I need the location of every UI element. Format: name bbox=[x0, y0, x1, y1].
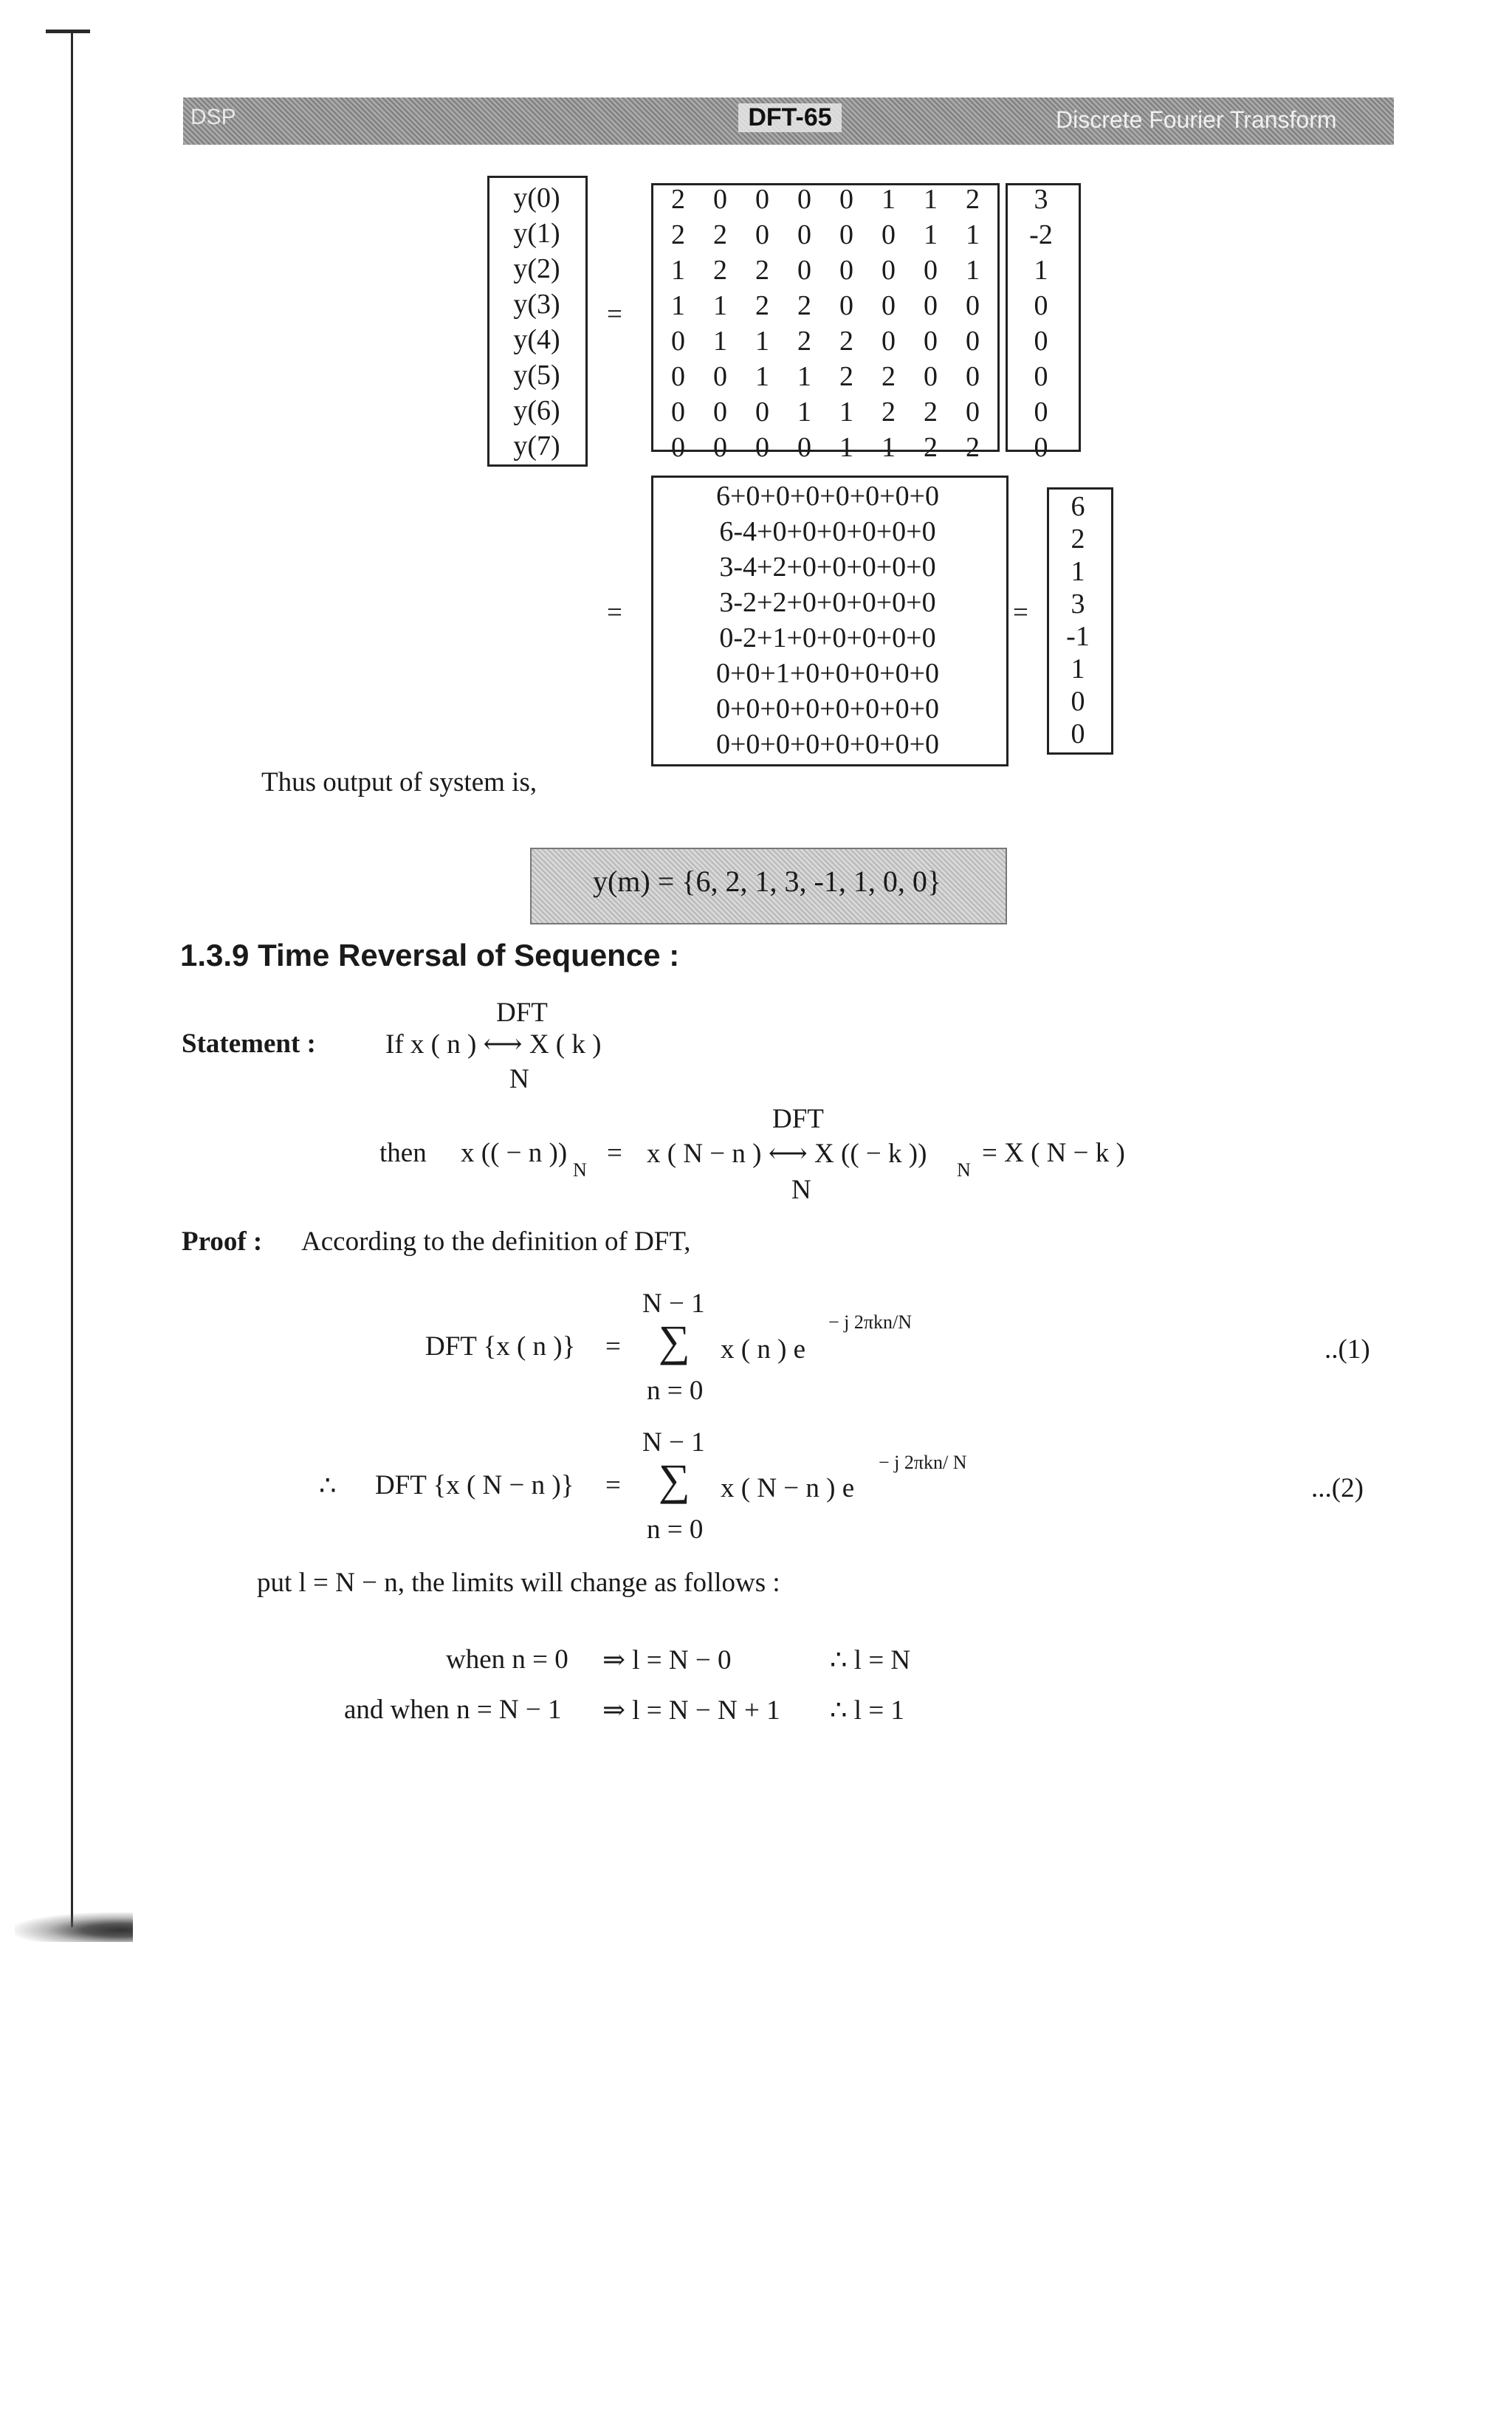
proof-label: Proof : bbox=[182, 1226, 263, 1257]
result-entry: 1 bbox=[1071, 653, 1085, 684]
sum-upper-limit: N − 1 bbox=[642, 1288, 705, 1319]
lhs-entry: y(3) bbox=[513, 289, 560, 320]
summand: x ( n ) e bbox=[721, 1334, 806, 1365]
summation-symbol: ∑ bbox=[659, 1455, 690, 1504]
dft-of-x: DFT {x ( n )} bbox=[425, 1331, 576, 1362]
time-reversal-relation: x ( N − n ) ⟷ X (( − k )) bbox=[647, 1139, 927, 1169]
matrix-row: 0 1 1 2 2 0 0 0 bbox=[671, 326, 980, 357]
limit-conclusion: ∴ l = 1 bbox=[830, 1695, 904, 1726]
input-vector bbox=[1010, 182, 1072, 465]
lhs-entry: y(6) bbox=[513, 395, 560, 426]
therefore-symbol: ∴ bbox=[319, 1471, 337, 1501]
vector-entry: 0 bbox=[1034, 397, 1048, 428]
limit-implication: ⇒ l = N − 0 bbox=[602, 1645, 732, 1675]
header-left-text: DSP bbox=[190, 105, 236, 129]
result-entry: 0 bbox=[1071, 718, 1085, 749]
matrix-row: 1 1 2 2 0 0 0 0 bbox=[671, 290, 980, 321]
vector-entry: 0 bbox=[1034, 432, 1048, 463]
limit-condition: when n = 0 bbox=[446, 1644, 568, 1675]
result-entry: 1 bbox=[1071, 556, 1085, 587]
sum-entry: 6-4+0+0+0+0+0+0 bbox=[719, 516, 936, 547]
equals-sign: = bbox=[1013, 597, 1028, 628]
lhs-entry: y(0) bbox=[513, 182, 560, 213]
modulo-subscript: N bbox=[573, 1159, 587, 1181]
page-number: DFT-65 bbox=[738, 103, 842, 132]
sum-entry: 0+0+0+0+0+0+0+0 bbox=[715, 693, 939, 724]
matrix-row: 0 0 1 1 2 2 0 0 bbox=[671, 361, 980, 392]
statement-label: Statement : bbox=[182, 1029, 316, 1059]
matrix-row: 2 2 0 0 0 0 1 1 bbox=[671, 219, 980, 250]
dft-arrow-label: DFT bbox=[772, 1104, 824, 1134]
limit-conclusion: ∴ l = N bbox=[830, 1645, 911, 1675]
lhs-entry: y(2) bbox=[513, 253, 560, 284]
binding-margin-line bbox=[71, 30, 73, 1927]
sum-entry: 0+0+0+0+0+0+0+0 bbox=[715, 729, 939, 760]
vector-entry: 3 bbox=[1034, 184, 1048, 215]
sum-entry: 6+0+0+0+0+0+0+0 bbox=[715, 481, 939, 512]
vector-entry: -2 bbox=[1029, 219, 1053, 250]
limit-condition: and when n = N − 1 bbox=[344, 1695, 562, 1725]
section-heading: 1.3.9 Time Reversal of Sequence : bbox=[180, 938, 680, 972]
matrix-row: 2 0 0 0 0 1 1 2 bbox=[671, 184, 980, 215]
matrix-row: 0 0 0 0 1 1 2 2 bbox=[671, 432, 980, 463]
substitution-text: put l = N − n, the limits will change as follows : bbox=[257, 1568, 780, 1598]
sum-entry: 3-4+2+0+0+0+0+0 bbox=[719, 552, 936, 583]
vector-entry: 0 bbox=[1034, 290, 1048, 321]
proof-text: According to the definition of DFT, bbox=[301, 1226, 691, 1257]
matrix-row: 0 0 0 1 1 2 2 0 bbox=[671, 397, 980, 428]
result-entry: 3 bbox=[1071, 588, 1085, 620]
vector-entry: 0 bbox=[1034, 361, 1048, 392]
result-vector bbox=[1050, 490, 1106, 750]
time-reversal-result: = X ( N − k ) bbox=[982, 1138, 1125, 1168]
sum-vector bbox=[657, 478, 998, 762]
margin-tick bbox=[46, 30, 90, 33]
lhs-vector bbox=[496, 180, 577, 464]
summand: x ( N − n ) e bbox=[721, 1473, 855, 1503]
equals-sign: = bbox=[607, 1138, 622, 1168]
dft-arrow-label: DFT bbox=[496, 998, 548, 1028]
sum-entry: 0+0+1+0+0+0+0+0 bbox=[715, 658, 939, 689]
result-entry: 6 bbox=[1071, 491, 1085, 522]
vector-entry: 0 bbox=[1034, 326, 1048, 357]
equation-number: ..(1) bbox=[1324, 1334, 1370, 1365]
sum-upper-limit: N − 1 bbox=[642, 1427, 705, 1458]
equals-sign: = bbox=[605, 1470, 621, 1500]
sum-entry: 3-2+2+0+0+0+0+0 bbox=[719, 587, 936, 618]
equals-sign: = bbox=[605, 1331, 621, 1362]
sum-lower-limit: n = 0 bbox=[647, 1514, 704, 1545]
lhs-entry: y(1) bbox=[513, 218, 560, 249]
lhs-entry: y(4) bbox=[513, 324, 560, 355]
dft-length-label: N bbox=[791, 1175, 811, 1205]
modulo-subscript: N bbox=[957, 1159, 971, 1181]
output-sentence: Thus output of system is, bbox=[261, 767, 537, 797]
result-entry: 0 bbox=[1071, 686, 1085, 717]
result-entry: -1 bbox=[1066, 621, 1090, 652]
then-word: then bbox=[379, 1138, 427, 1168]
result-entry: 2 bbox=[1071, 524, 1085, 555]
vector-entry: 1 bbox=[1034, 255, 1048, 286]
dft-length-label: N bbox=[509, 1064, 529, 1094]
sum-entry: 0-2+1+0+0+0+0+0 bbox=[719, 622, 936, 653]
dft-of-x-shifted: DFT {x ( N − n )} bbox=[375, 1470, 574, 1500]
limit-implication: ⇒ l = N − N + 1 bbox=[602, 1695, 780, 1726]
equation-number: ...(2) bbox=[1311, 1473, 1364, 1503]
summation-symbol: ∑ bbox=[659, 1317, 690, 1365]
lhs-entry: y(5) bbox=[513, 360, 560, 391]
time-reversed-sequence: x (( − n )) bbox=[461, 1138, 568, 1168]
exponent: − j 2πkn/N bbox=[828, 1311, 913, 1333]
circulant-matrix bbox=[657, 182, 994, 465]
binding-shadow bbox=[15, 1912, 133, 1942]
statement-relation: If x ( n ) ⟷ X ( k ) bbox=[385, 1029, 602, 1060]
equals-sign: = bbox=[607, 597, 622, 628]
matrix-row: 1 2 2 0 0 0 0 1 bbox=[671, 255, 980, 286]
result-sequence: y(m) = {6, 2, 1, 3, -1, 1, 0, 0} bbox=[592, 865, 942, 898]
header-chapter-title: Discrete Fourier Transform bbox=[1056, 106, 1337, 133]
lhs-entry: y(7) bbox=[513, 430, 560, 461]
equals-sign: = bbox=[607, 299, 622, 329]
exponent: − j 2πkn/ N bbox=[879, 1452, 967, 1473]
sum-lower-limit: n = 0 bbox=[647, 1376, 704, 1406]
